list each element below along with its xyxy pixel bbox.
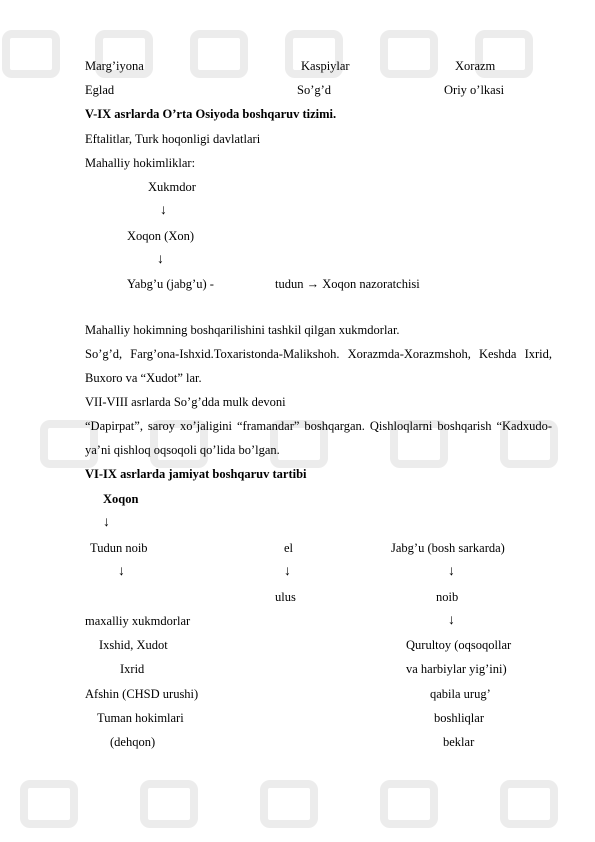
col3-item: beklar [443, 735, 475, 749]
col3-item: boshliqlar [434, 711, 484, 725]
col2-head: el [284, 541, 294, 555]
down-arrow-icon: ↓ [448, 564, 455, 579]
node-xoqon-top: Xoqon [103, 492, 139, 506]
down-arrow-icon: ↓ [448, 613, 455, 628]
section1-line2: Mahalliy hokimliklar: [85, 156, 196, 170]
col1-item: Tuman hokimlari [97, 711, 184, 725]
down-arrow-icon: ↓ [157, 252, 164, 267]
col3-head: Jabg’u (bosh sarkarda) [391, 541, 505, 555]
section1-line1: Eftalitlar, Turk hoqonligi davlatlari [85, 132, 261, 146]
region-kaspiylar: Kaspiylar [301, 59, 350, 73]
col1-item: maxalliy xukmdorlar [85, 614, 191, 628]
node-tudun: tudun → Xoqon nazoratchisi [275, 277, 420, 291]
col1-item: Ixshid, Xudot [99, 638, 168, 652]
section1-heading: V-IX asrlarda O’rta Osiyoda boshqaruv tizimi. [85, 107, 337, 121]
node-xoqon: Xoqon (Xon) [127, 229, 195, 243]
down-arrow-icon: ↓ [160, 203, 167, 218]
region-oriy: Oriy o’lkasi [444, 83, 505, 97]
col3-item: Qurultoy (oqsoqollar [406, 638, 512, 652]
region-margiyona: Marg’iyona [85, 59, 144, 73]
col3-item-noib: noib [436, 590, 459, 604]
col1-item: (dehqon) [110, 735, 156, 749]
col1-item: Ixrid [120, 662, 145, 676]
down-arrow-icon: ↓ [103, 515, 110, 530]
node-yabgu: Yabg’u (jabg’u) - [127, 277, 214, 291]
down-arrow-icon: ↓ [284, 564, 291, 579]
down-arrow-icon: ↓ [118, 564, 125, 579]
col1-head: Tudun noib [90, 541, 148, 555]
region-eglad: Eglad [85, 83, 115, 97]
paragraph-1: Mahalliy hokimning boshqarilishini tashkil qilgan xukmdorlar. [85, 323, 400, 337]
paragraph-3: VII-VIII asrlarda So’g’dda mulk devoni [85, 395, 286, 409]
region-sogd: So’g’d [297, 83, 332, 97]
paragraph-2: So’g’d, Farg’ona-Ishxid.Toxaristonda-Malikshoh. Xorazmda-Xorazmshoh, Keshda Ixrid, Buxoro va “Xudot” lar. [85, 347, 552, 385]
col2-item-ulus: ulus [275, 590, 296, 604]
section3-heading: VI-IX asrlarda jamiyat boshqaruv tartibi [85, 467, 307, 481]
paragraph-4: “Dapirpat”, saroy xo’jaligini “framandar” boshqargan. Qishloqlarni boshqarish “Kadxudo-ya’ni qishloq oqsoqoli qo’lida bo’lgan. [85, 419, 552, 457]
region-xorazm: Xorazm [455, 59, 496, 73]
col3-item: va harbiylar yig’ini) [406, 662, 507, 676]
col1-item: Afshin (CHSD urushi) [85, 687, 199, 701]
node-xukmdor: Xukmdor [148, 180, 196, 194]
col3-item: qabila urug’ [430, 687, 491, 701]
